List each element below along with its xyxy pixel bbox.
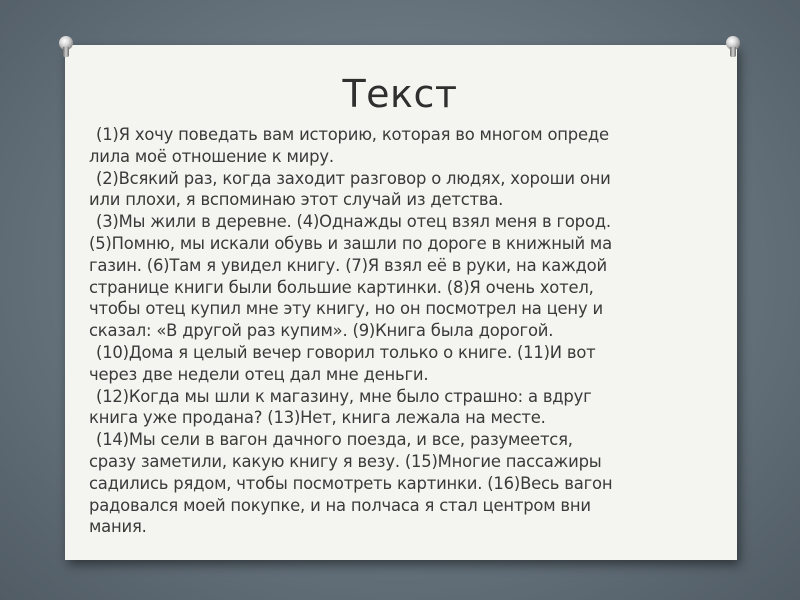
text-line: странице книги были большие картинки. (8)Я очень хотел, [89, 277, 594, 297]
text-line: (2)Всякий раз, когда заходит разговор о людях, хороши они [96, 168, 611, 188]
text-line: радовался моей покупке, и на полчаса я стал центром вни [89, 495, 591, 515]
pushpin-right-icon [725, 36, 741, 58]
text-line: (3)Мы жили в деревне. (4)Однажды отец взял меня в город. [96, 212, 611, 232]
story-text [89, 124, 721, 538]
text-line: газин. (6)Там я увидел книгу. (7)Я взял её в руки, на каждой [89, 255, 607, 275]
text-line: лила моё отношение к миру. [89, 146, 334, 166]
slide-title: Текст [342, 72, 458, 116]
text-line: (14)Мы сели в вагон дачного поезда, и все, разумеется, [96, 430, 573, 450]
text-line: сказал: «В другой раз купим». (9)Книга была дорогой. [89, 321, 554, 341]
text-line: или плохи, я вспоминаю этот случай из детства. [89, 190, 504, 210]
text-line: чтобы отец купил мне эту книгу, но он посмотрел на цену и [89, 299, 603, 319]
text-line: сразу заметили, какую книгу я везу. (15)Многие пассажиры [89, 451, 602, 471]
text-line: (1)Я хочу поведать вам историю, которая во многом опреде [96, 125, 609, 144]
text-line: садились рядом, чтобы посмотреть картинки. (16)Весь вагон [89, 473, 613, 493]
text-line: мания. [89, 517, 147, 537]
text-line: книга уже продана? (13)Нет, книга лежала на месте. [89, 408, 546, 428]
text-line: (12)Когда мы шли к магазину, мне было страшно: а вдруг [96, 386, 592, 406]
text-line: (10)Дома я целый вечер говорил только о книге. (11)И вот [96, 342, 596, 362]
pushpin-left-icon [58, 36, 74, 58]
text-line: (5)Помню, мы искали обувь и зашли по дороге в книжный ма [89, 233, 612, 253]
text-line: через две недели отец дал мне деньги. [89, 364, 429, 384]
